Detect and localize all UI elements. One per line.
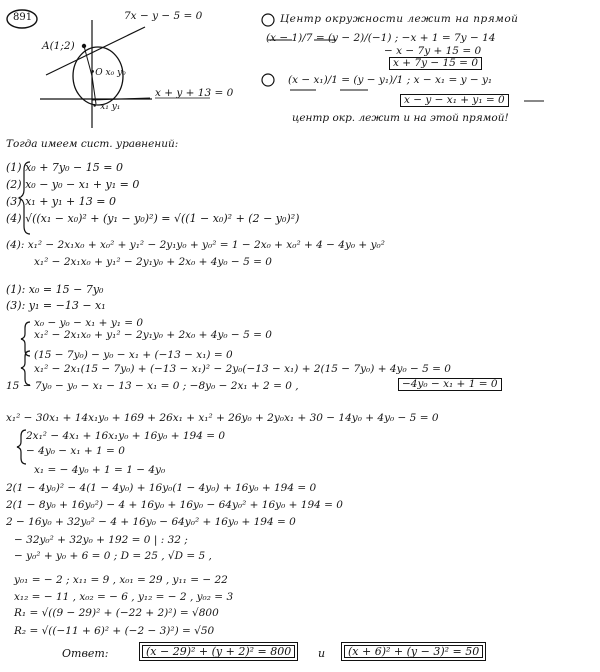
boxed-relation: −4y₀ − x₁ + 1 = 0 <box>398 378 502 391</box>
answer-eq-2: (x + 6)² + (y − 3)² = 50 <box>344 645 483 658</box>
note-number-circle <box>262 14 274 26</box>
figure-line1-label: 7x − y − 5 = 0 <box>124 10 203 22</box>
figure-line2-label: x + y + 13 = 0 <box>155 87 234 99</box>
answer-eq-1: (x − 29)² + (y + 2)² = 800 <box>142 645 295 658</box>
simplify-1: 15 − 7y₀ − y₀ − x₁ − 13 − x₁ = 0 ; −8y₀ − 2x₁ + 2 = 0 , <box>6 380 299 392</box>
figure-point-b: • x₁ y₁ <box>92 102 121 112</box>
sys-b: x₁² − 2x₁x₀ + y₁² − 2y₁y₀ + 2x₀ + 4y₀ − 5 = 0 <box>34 329 272 341</box>
eq-4-expanded: (4): x₁² − 2x₁x₀ + x₀² + y₁² − 2y₁y₀ + y₀² = 1 − 2x₀ + x₀² + 4 − 4y₀ + y₀² <box>6 239 385 251</box>
expansion-2: x₁² − 30x₁ + 14x₁y₀ + 169 + 26x₁ + x₁² + 26y₀ + 2y₀x₁ + 30 − 14y₀ + 4y₀ − 5 = 0 <box>6 412 439 424</box>
sys2-b: − 4y₀ − x₁ + 1 = 0 <box>26 445 125 457</box>
eq-1: (1) x₀ + 7y₀ − 15 = 0 <box>6 161 123 174</box>
sys-a: x₀ − y₀ − x₁ + y₁ = 0 <box>34 317 144 329</box>
subst-3: 2 − 16y₀ + 32y₀² − 4 + 16y₀ − 64y₀² + 16y₀ + 194 = 0 <box>6 516 296 528</box>
system-brace <box>17 430 26 464</box>
sys-sub-a: (15 − 7y₀) − y₀ − x₁ + (−13 − x₁) = 0 <box>34 349 233 361</box>
roots-2: x₁₂ = − 11 , x₀₂ = − 6 , y₁₂ = − 2 , y₀₂ = 3 <box>14 591 234 603</box>
quadratic: − 32y₀² + 32y₀ + 192 = 0 | : 32 ; <box>14 534 188 546</box>
eq-4-simplified: x₁² − 2x₁x₀ + y₁² − 2y₁y₀ + 2x₀ + 4y₀ − 5 = 0 <box>34 256 272 268</box>
eq-4: (4) √((x₁ − x₀)² + (y₁ − y₀)²) = √((1 − x₀)² + (2 − y₀)²) <box>6 212 300 225</box>
x1-expr: x₁ = − 4y₀ + 1 = 1 − 4y₀ <box>34 464 166 476</box>
radius-1: R₁ = √((9 − 29)² + (−22 + 2)²) = √800 <box>14 607 219 619</box>
note-1-eq: (x − 1)/7 = (y − 2)/(−1) ; −x + 1 = 7y − 14 <box>266 32 496 44</box>
line-system-intro: Тогда имеем сист. уравнений: <box>6 138 179 150</box>
figure-center-label: •O x₀ y₀ <box>90 68 126 78</box>
sys-sub-b: x₁² − 2x₁(15 − 7y₀) + (−13 − x₁)² − 2y₀(−13 − x₁) + 2(15 − 7y₀) + 4y₀ − 5 = 0 <box>34 363 451 375</box>
eq-1-x0: (1): x₀ = 15 − 7y₀ <box>6 283 104 296</box>
point-a-dot <box>82 44 86 48</box>
subst-2: 2(1 − 8y₀ + 16y₀²) − 4 + 16y₀ + 16y₀ − 64y₀² + 16y₀ + 194 = 0 <box>6 499 343 511</box>
note-1-result: x + 7y − 15 = 0 <box>389 57 482 70</box>
eq-3-y1: (3): y₁ = −13 − x₁ <box>6 299 106 312</box>
roots-1: y₀₁ = − 2 ; x₁₁ = 9 , x₀₁ = 29 , y₁₁ = − 22 <box>14 574 228 586</box>
note-2-result: x − y − x₁ + y₁ = 0 <box>400 94 509 107</box>
sys2-a: 2x₁² − 4x₁ + 16x₁y₀ + 16y₀ + 194 = 0 <box>26 430 226 442</box>
note-2-comment: центр окр. лежит и на этой прямой! <box>292 112 509 124</box>
radius-2: R₂ = √((−11 + 6)² + (−2 − 3)²) = √50 <box>14 625 215 637</box>
note-1-title: Центр окружности лежит на прямой <box>280 13 519 25</box>
answer-label: Ответ: <box>62 647 109 660</box>
note-2-eq: (x − x₁)/1 = (y − y₁)/1 ; x − x₁ = y − y₁ <box>288 74 493 86</box>
figure-point-a: A(1;2) <box>42 40 75 52</box>
answer-conj: и <box>318 647 326 660</box>
eq-3: (3) x₁ + y₁ + 13 = 0 <box>6 195 116 208</box>
quadratic-simplified: − y₀² + y₀ + 6 = 0 ; D = 25 , √D = 5 , <box>14 550 212 562</box>
eq-2: (2) x₀ − y₀ − x₁ + y₁ = 0 <box>6 178 140 191</box>
note-1-step: − x − 7y + 15 = 0 <box>384 45 482 57</box>
problem-number: 891 <box>13 12 33 23</box>
note-number-circle <box>262 74 274 86</box>
subst-1: 2(1 − 4y₀)² − 4(1 − 4y₀) + 16y₀(1 − 4y₀) + 16y₀ + 194 = 0 <box>6 482 317 494</box>
